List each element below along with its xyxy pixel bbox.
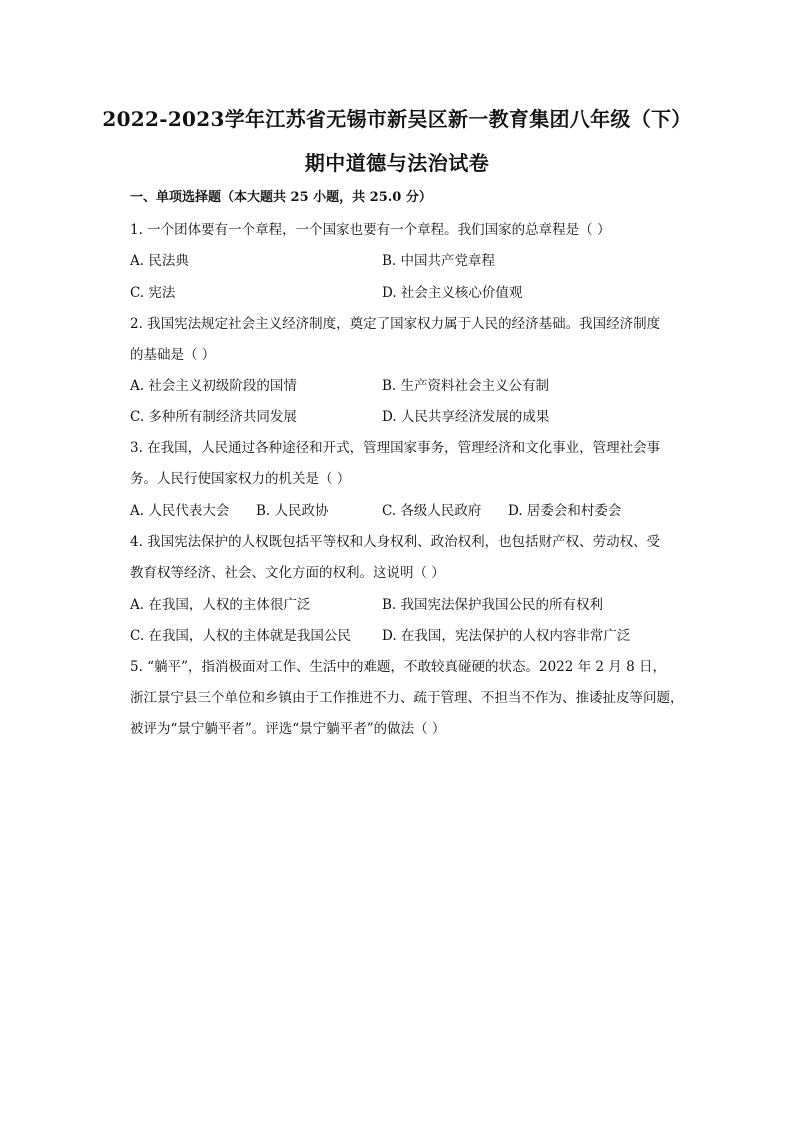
exam-title-line1: 2022-2023学年江苏省无锡市新吴区新一教育集团八年级（下） bbox=[102, 107, 692, 131]
question-4-stem-line2: 教育权等经济、社会、文化方面的权利。这说明（ ） bbox=[130, 565, 445, 581]
question-4-option-a: A. 在我国，人权的主体很广泛 bbox=[130, 597, 311, 613]
section-heading: 一、单项选择题（本大题共 25 小题，共 25.0 分） bbox=[130, 190, 432, 205]
question-1-option-c: C. 宪法 bbox=[130, 285, 176, 301]
question-4-option-d: D. 在我国，宪法保护的人权内容非常广泛 bbox=[382, 628, 631, 644]
question-5-stem-line2: 浙江景宁县三个单位和乡镇由于工作推进不力、疏于管理、不担当不作为、推诿扯皮等问题， bbox=[130, 690, 684, 706]
question-3-option-d: D. 居委会和村委会 bbox=[508, 503, 622, 519]
exam-title-line2: 期中道德与法治试卷 bbox=[304, 151, 490, 175]
question-3-option-a: A. 人民代表大会 bbox=[130, 503, 230, 519]
question-2-option-a: A. 社会主义初级阶段的国情 bbox=[130, 378, 297, 394]
question-1-option-d: D. 社会主义核心价值观 bbox=[382, 285, 523, 301]
question-1-stem: 1. 一个团体要有一个章程，一个国家也要有一个章程。我们国家的总章程是（ ） bbox=[130, 222, 611, 238]
question-2-option-c: C. 多种所有制经济共同发展 bbox=[130, 409, 297, 425]
question-1-option-b: B. 中国共产党章程 bbox=[382, 253, 496, 269]
question-4-stem-line1: 4. 我国宪法保护的人权既包括平等权和人身权利、政治权利，也包括财产权、劳动权、受 bbox=[130, 534, 661, 550]
question-3-stem-line2: 务。人民行使国家权力的机关是（ ） bbox=[130, 471, 351, 487]
question-4-option-c: C. 在我国，人权的主体就是我国公民 bbox=[130, 628, 351, 644]
question-2-option-d: D. 人民共享经济发展的成果 bbox=[382, 409, 550, 425]
question-5-stem-line3: 被评为“景宁躺平者”。评选“景宁躺平者”的做法（ ） bbox=[130, 721, 446, 737]
question-5-stem-line1: 5. “躺平”，指消极面对工作、生活中的难题，不敢较真碰硬的状态。2022 年 2 月 8 日， bbox=[130, 659, 666, 675]
question-2-stem-line2: 的基础是（ ） bbox=[130, 347, 216, 363]
question-3-stem-line1: 3. 在我国，人民通过各种途径和开式，管理国家事务，管理经济和文化事业，管理社会事 bbox=[130, 440, 661, 456]
question-2-stem-line1: 2. 我国宪法规定社会主义经济制度，奠定了国家权力属于人民的经济基础。我国经济制度 bbox=[130, 316, 661, 332]
question-3-option-c: C. 各级人民政府 bbox=[382, 503, 482, 519]
question-1-option-a: A. 民法典 bbox=[130, 253, 189, 269]
question-4-option-b: B. 我国宪法保护我国公民的所有权利 bbox=[382, 597, 604, 613]
question-3-option-b: B. 人民政协 bbox=[256, 503, 329, 519]
question-2-option-b: B. 生产资料社会主义公有制 bbox=[382, 378, 550, 394]
